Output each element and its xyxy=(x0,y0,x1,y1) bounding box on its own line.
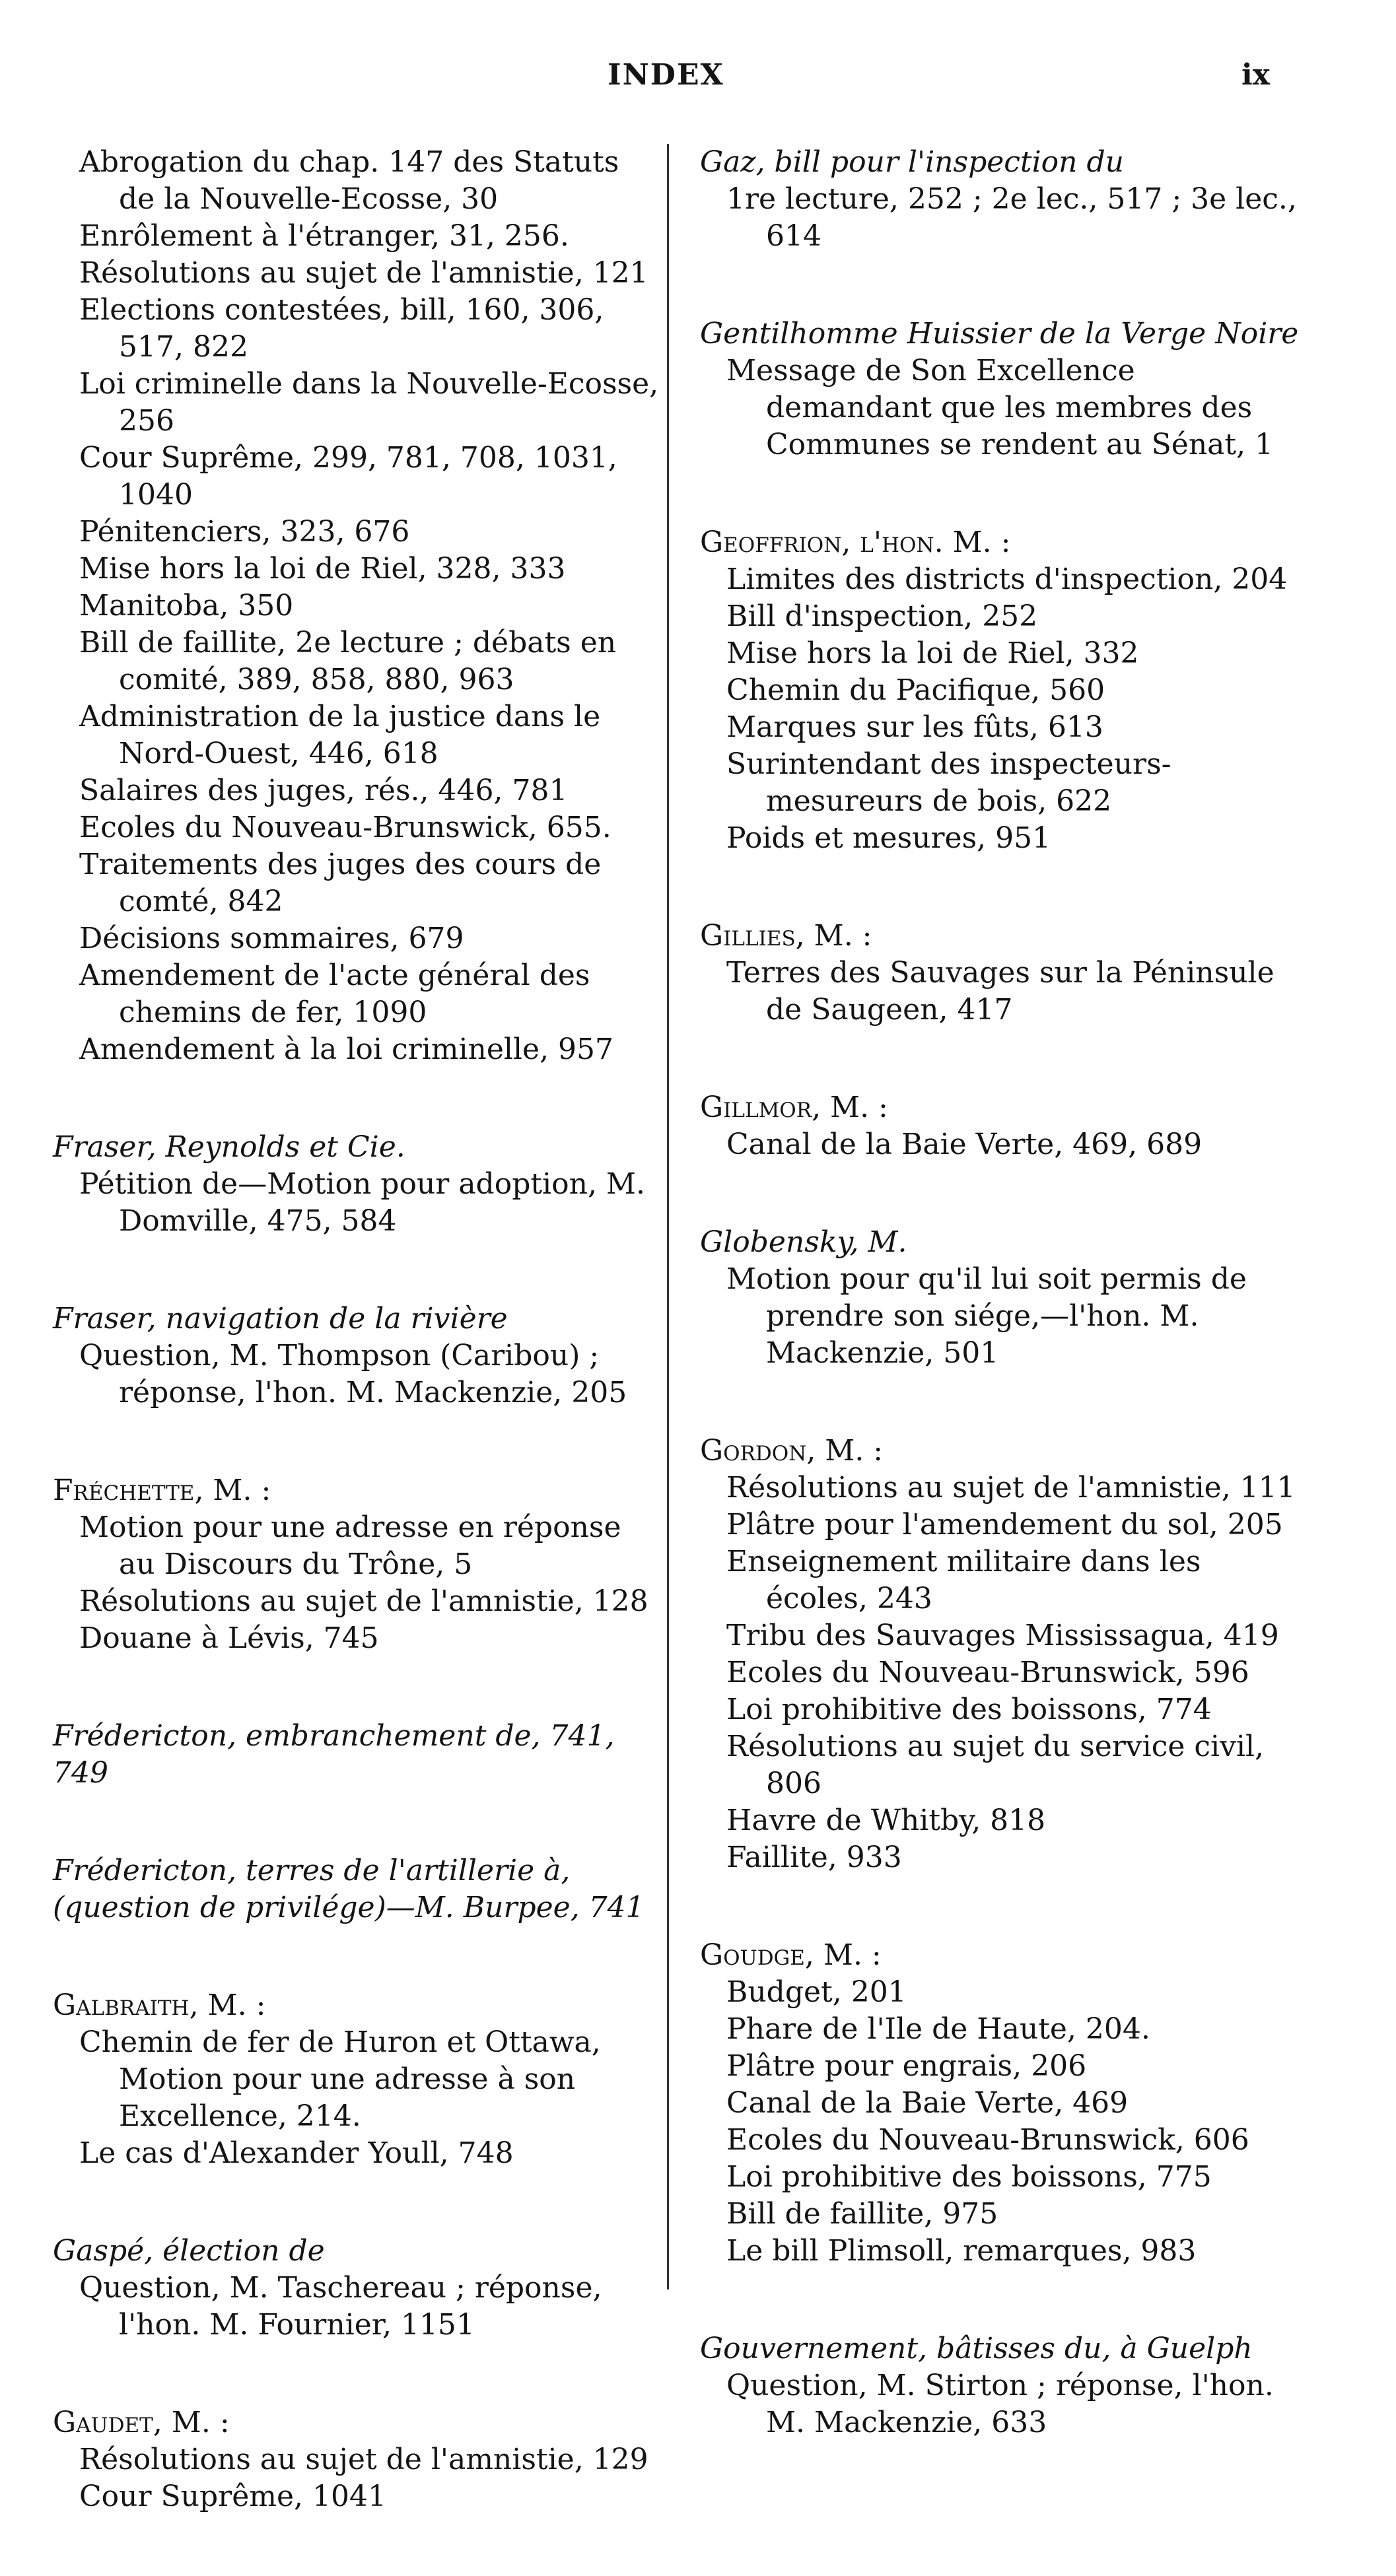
entry-item: Le cas d'Alexander Youll, 748 xyxy=(79,2136,514,2170)
entry-item: Pétition de—Motion pour adoption, M. Domville, 475, 584 xyxy=(79,1167,645,1238)
index-entry xyxy=(40,1472,660,1657)
index-entry xyxy=(40,1852,660,1926)
entry-item: Plâtre pour engrais, 206 xyxy=(726,2049,1087,2083)
entry-item: Amendement de l'acte général des chemins de fer, 1090 xyxy=(79,959,590,1029)
entry-item: Mise hors la loi de Riel, 328, 333 xyxy=(79,552,566,586)
entry-item: Canal de la Baie Verte, 469, 689 xyxy=(726,1128,1203,1161)
index-entry xyxy=(40,1987,660,2172)
entry-item: Décisions sommaires, 679 xyxy=(79,922,464,955)
entry-item: Ecoles du Nouveau-Brunswick, 606 xyxy=(726,2123,1249,2157)
entry-heading: Fréchette, M. : xyxy=(53,1474,271,1507)
index-entry xyxy=(687,918,1308,1029)
index-entry xyxy=(687,1224,1308,1372)
entry-heading: Gentilhomme Huissier de la Verge Noire xyxy=(700,317,1299,351)
entry-item: Administration de la justice dans le Nord-Ouest, 446, 618 xyxy=(79,700,601,770)
index-entry xyxy=(40,1301,660,1411)
entry-item: Cour Suprême, 299, 781, 708, 1031, 1040 xyxy=(79,441,617,512)
entry-heading: Gaudet, M. : xyxy=(53,2406,230,2439)
entry-heading: Galbraith, M. : xyxy=(53,1988,266,2022)
entry-item: Motion pour qu'il lui soit permis de prendre son siége,—l'hon. M. Mackenzie, 501 xyxy=(726,1262,1247,1370)
entry-item: Bill de faillite, 2e lecture ; débats en comité, 389, 858, 880, 963 xyxy=(79,626,617,696)
index-entry xyxy=(40,2404,660,2515)
index-entry xyxy=(40,1129,660,1240)
entry-item: Mise hors la loi de Riel, 332 xyxy=(726,636,1139,670)
entry-item: Limites des districts d'inspection, 204 xyxy=(726,562,1288,596)
entry-heading: Goudge, M. : xyxy=(700,1938,882,1972)
entry-item: Marques sur les fûts, 613 xyxy=(726,710,1103,744)
entry-item: Plâtre pour l'amendement du sol, 205 xyxy=(726,1508,1283,1542)
entry-item: Terres des Sauvages sur la Péninsule de Saugeen, 417 xyxy=(726,956,1274,1027)
index-entry xyxy=(687,1433,1308,1876)
entry-item: Faillite, 933 xyxy=(726,1841,902,1874)
entry-item: Salaires des juges, rés., 446, 781 xyxy=(79,774,568,807)
entry-item: 1re lecture, 252 ; 2e lec., 517 ; 3e lec., 614 xyxy=(726,182,1297,253)
page-header xyxy=(0,58,1396,104)
entry-item: Budget, 201 xyxy=(726,1975,907,2009)
entry-item: Elections contestées, bill, 160, 306, 517, 822 xyxy=(79,293,604,364)
page-number: ix xyxy=(1241,58,1270,92)
entry-item: Résolutions au sujet de l'amnistie, 111 xyxy=(726,1471,1296,1505)
entry-heading: Gillies, M. : xyxy=(700,919,872,953)
entry-item: Message de Son Excellence demandant que les membres des Communes se rendent au Sénat, 1 xyxy=(726,354,1274,461)
entry-heading: Frédericton, terres de l'artillerie à, (question de privilége)—M. Burpee, 741 xyxy=(53,1854,645,1924)
entry-item: Résolutions au sujet du service civil, 806 xyxy=(726,1730,1265,1800)
entry-item: Douane à Lévis, 745 xyxy=(79,1621,379,1655)
entry-item: Résolutions au sujet de l'amnistie, 129 xyxy=(79,2443,648,2476)
entry-heading: Gaz, bill pour l'inspection du xyxy=(700,145,1124,179)
entry-heading: Fraser, Reynolds et Cie. xyxy=(53,1130,405,1164)
entry-heading: Globensky, M. xyxy=(700,1225,907,1259)
entry-item: Havre de Whitby, 818 xyxy=(726,1804,1046,1837)
entry-item: Surintendant des inspecteurs-mesureurs de bois, 622 xyxy=(726,747,1171,818)
entry-item: Loi criminelle dans la Nouvelle-Ecosse, 256 xyxy=(79,367,659,438)
entry-item: Chemin de fer de Huron et Ottawa, Motion pour une adresse à son Excellence, 214. xyxy=(79,2025,601,2133)
entry-item: Traitements des juges des cours de comté, 842 xyxy=(79,848,602,918)
index-entry xyxy=(40,2233,660,2344)
entry-item: Le bill Plimsoll, remarques, 983 xyxy=(726,2234,1197,2268)
index-entry xyxy=(40,1718,660,1792)
entry-item: Abrogation du chap. 147 des Statuts de la Nouvelle-Ecosse, 30 xyxy=(79,145,619,216)
entry-item: Bill d'inspection, 252 xyxy=(726,599,1038,633)
index-entry xyxy=(687,2330,1308,2441)
entry-item: Cour Suprême, 1041 xyxy=(79,2480,386,2513)
entry-item: Motion pour une adresse en réponse au Discours du Trône, 5 xyxy=(79,1510,621,1581)
entry-item: Résolutions au sujet de l'amnistie, 121 xyxy=(79,256,648,290)
entry-heading: Frédericton, embranchement de, 741, 749 xyxy=(53,1719,615,1790)
index-entry xyxy=(687,1089,1308,1163)
entry-item: Amendement à la loi criminelle, 957 xyxy=(79,1033,614,1066)
entry-item: Poids et mesures, 951 xyxy=(726,821,1051,855)
entry-item: Question, M. Thompson (Caribou) ; réponse, l'hon. M. Mackenzie, 205 xyxy=(79,1339,627,1409)
entry-item: Question, M. Taschereau ; réponse, l'hon. M. Fournier, 1151 xyxy=(79,2271,602,2342)
entry-item: Phare de l'Ile de Haute, 204. xyxy=(726,2012,1150,2046)
entry-heading: Geoffrion, l'hon. M. : xyxy=(700,525,1011,559)
entry-item: Chemin du Pacifique, 560 xyxy=(726,673,1105,707)
entry-heading: Gillmor, M. : xyxy=(700,1091,888,1124)
page-title: INDEX xyxy=(608,58,724,92)
entry-item: Enrôlement à l'étranger, 31, 256. xyxy=(79,219,569,253)
index-entry xyxy=(687,144,1308,255)
entry-heading: Gaspé, élection de xyxy=(53,2234,325,2268)
entry-item: Bill de faillite, 975 xyxy=(726,2197,998,2231)
entry-item: Tribu des Sauvages Mississagua, 419 xyxy=(726,1619,1279,1652)
entry-heading: Gordon, M. : xyxy=(700,1434,884,1468)
entry-item: Loi prohibitive des boissons, 774 xyxy=(726,1693,1212,1726)
entry-item: Question, M. Stirton ; réponse, l'hon. M. Mackenzie, 633 xyxy=(726,2369,1274,2439)
entry-item: Enseignement militaire dans les écoles, 243 xyxy=(726,1545,1201,1615)
entry-item: Pénitenciers, 323, 676 xyxy=(79,515,410,549)
entry-item: Ecoles du Nouveau-Brunswick, 596 xyxy=(726,1656,1249,1689)
index-entry xyxy=(687,316,1308,463)
entry-item: Canal de la Baie Verte, 469 xyxy=(726,2086,1129,2120)
left-column xyxy=(40,144,660,2576)
entry-heading: Fraser, navigation de la rivière xyxy=(53,1302,508,1336)
entry-item: Loi prohibitive des boissons, 775 xyxy=(726,2160,1212,2194)
entry-item: Résolutions au sujet de l'amnistie, 128 xyxy=(79,1584,648,1618)
index-entry xyxy=(687,1937,1308,2270)
entry-item: Ecoles du Nouveau-Brunswick, 655. xyxy=(79,811,611,844)
index-entry xyxy=(40,144,660,1068)
right-column xyxy=(687,144,1308,2502)
index-entry xyxy=(687,524,1308,857)
entry-heading: Gouvernement, bâtisses du, à Guelph xyxy=(700,2332,1253,2365)
entry-item: Manitoba, 350 xyxy=(79,589,294,623)
column-divider xyxy=(667,144,669,2289)
